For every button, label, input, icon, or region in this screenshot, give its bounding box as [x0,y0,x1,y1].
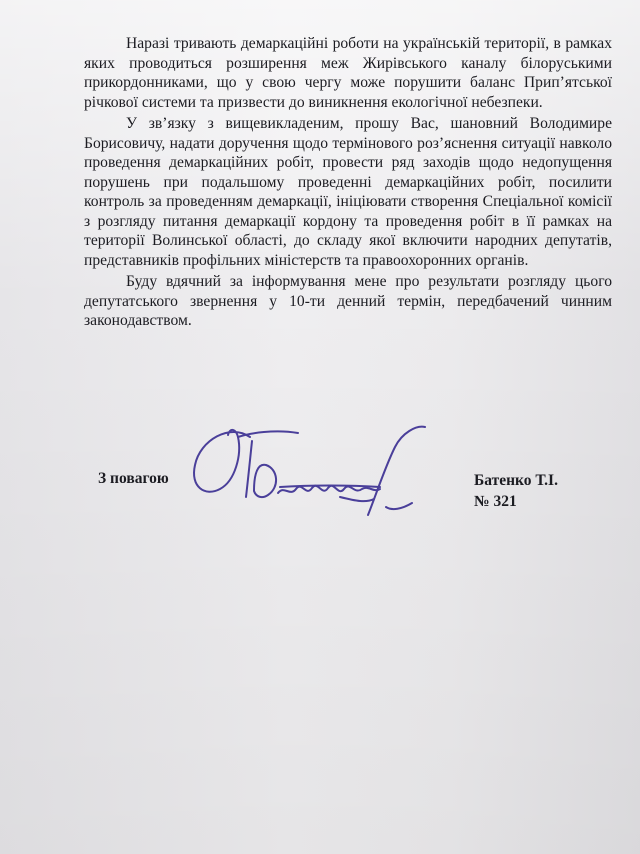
signer-number: № 321 [474,493,517,510]
signer-block [474,470,558,512]
signer-name: Батенко Т.І. [474,472,558,489]
paragraph-request: У зв’язку з вищевикладеним, прошу Вас, шановний Володимире Борисовичу, надати доручення щодо термінового роз’яснення ситуації навколо проведення демаркаційних робіт, провести ряд заходів щодо недопущення порушень при подальшому проведенні демаркаційних робіт, посилити контроль за проведенням демаркації, ініціювати створення Спеціальної комісії з розгляду питання демаркації кордону та проведення робіт в її рамках на території Волинської області, до складу якої включити народних депутатів, представників профільних міністерств та правоохоронних органів. [84,115,612,269]
handwritten-signature [180,415,450,535]
paragraph-response-deadline: Буду вдячний за інформування мене про результати розгляду цього депутатського звернення у 10-ти денний термін, передбачений чинним законодавством. [84,273,612,329]
closing-phrase: З повагою [98,470,169,487]
paragraph-demarcation: Наразі тривають демаркаційні роботи на українській території, в рамках яких проводиться розширення меж Жирівського каналу білоруськими прикордонниками, що у свою чергу може порушити баланс Прип’ятської річкової системи та призвести до виникнення екологічної небезпеки. [84,35,612,111]
letter-body [84,34,612,331]
